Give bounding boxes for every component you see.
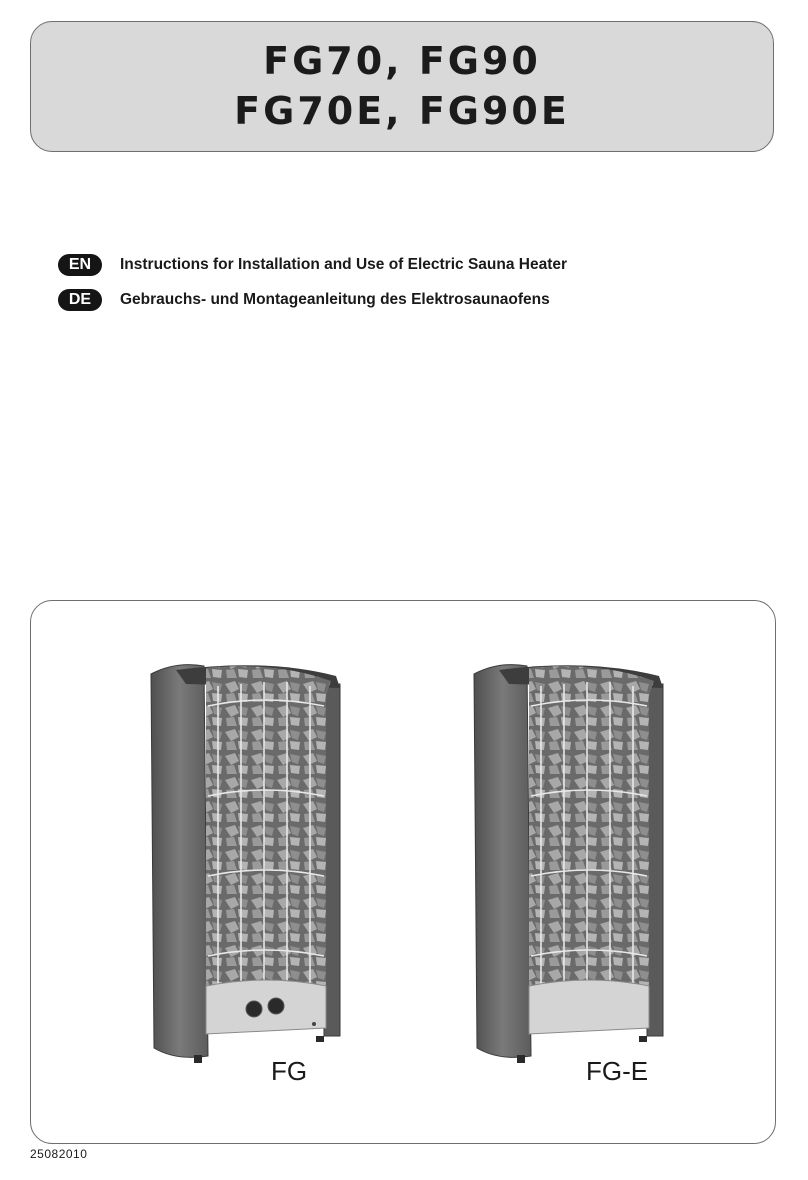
language-row-en <box>58 253 567 277</box>
heater-fg-illustration <box>146 656 346 1066</box>
language-badge-en: EN <box>58 254 102 276</box>
title-line-1: FG70, FG90 <box>263 39 541 83</box>
language-row-de <box>58 288 550 312</box>
language-badge-de: DE <box>58 289 102 311</box>
heater-fg-e-illustration <box>469 656 669 1066</box>
language-text-en: Instructions for Installation and Use of Electric Sauna Heater <box>120 256 568 273</box>
heater-label-fg-e: FG-E <box>586 1056 649 1086</box>
product-image-frame <box>30 600 776 1144</box>
heater-label-fg: FG <box>271 1056 308 1086</box>
title-line-2: FG70E, FG90E <box>234 89 570 133</box>
title-box <box>30 21 774 152</box>
language-text-de: Gebrauchs- und Montageanleitung des Elektrosaunaofens <box>120 291 550 308</box>
document-code: 25082010 <box>30 1147 88 1161</box>
